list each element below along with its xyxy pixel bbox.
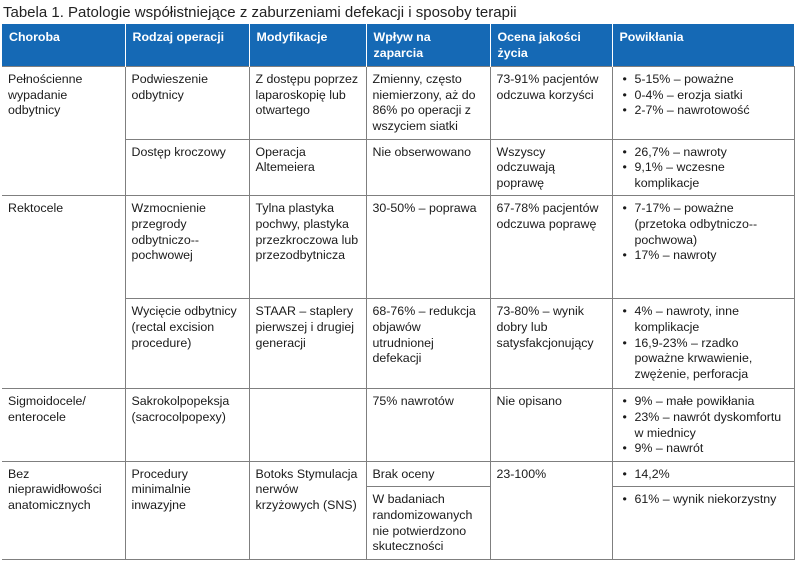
table-row — [2, 196, 794, 299]
cell-ocena: 73-91% pacjentów odczuwa korzyści — [490, 67, 612, 139]
list-item: • 7-17% – poważne (przetoka odbytniczo--pochwowa) — [619, 201, 788, 248]
cell-wplyw: 75% nawrotów — [366, 389, 490, 461]
list-item: • 9% – małe powikłania — [619, 394, 788, 410]
cell-choroba: Pełnościenne wypadanie odbytnicy — [2, 67, 125, 196]
list-item: • 4% – nawroty, inne komplikacje — [619, 304, 788, 335]
list-item: • 0-4% – erozja siatki — [619, 88, 788, 104]
complications-list — [619, 467, 788, 483]
cell-wplyw: W badaniach randomizowanych nie potwierdzono skuteczności — [366, 487, 490, 559]
complications-list — [619, 394, 788, 456]
header-ocena: Ocena jakości życia — [490, 24, 612, 67]
list-item: • 9% – nawrót — [619, 441, 788, 457]
complications-list — [619, 304, 788, 382]
cell-wplyw: Zmienny, często niemierzony, aż do 86% po operacji z wszyciem siatki — [366, 67, 490, 139]
list-item: • 17% – nawroty — [619, 248, 788, 264]
cell-ocena: Nie opisano — [490, 389, 612, 461]
complications-list — [619, 492, 788, 508]
cell-powiklania — [612, 461, 794, 487]
list-item: • 5-15% – poważne — [619, 72, 788, 88]
cell-operacja: Dostęp kroczowy — [125, 139, 249, 196]
cell-operacja: Sakrokolpopeksja (sacrocolpopexy) — [125, 389, 249, 461]
header-rodzaj-operacji: Rodzaj operacji — [125, 24, 249, 67]
cell-operacja: Wycięcie odbytnicy (rectal excision procedure) — [125, 299, 249, 389]
cell-choroba: Sigmoidocele/ enterocele — [2, 389, 125, 461]
cell-powiklania — [612, 487, 794, 559]
cell-wplyw: Brak oceny — [366, 461, 490, 487]
cell-wplyw: 68-76% – redukcja objawów utrudnionej defekacji — [366, 299, 490, 389]
cell-powiklania — [612, 389, 794, 461]
header-powiklania: Powikłania — [612, 24, 794, 67]
cell-modyfikacje — [249, 389, 366, 461]
cell-powiklania — [612, 196, 794, 299]
cell-modyfikacje: Tylna plastyka pochwy, plastyka przezkroczowa lub przezodbytnicza — [249, 196, 366, 299]
list-item: • 23% – nawrót dyskomfortu w miednicy — [619, 410, 788, 441]
table-header-row — [2, 24, 794, 67]
complications-list — [619, 72, 788, 119]
cell-ocena: 73-80% – wynik dobry lub satysfakcjonujący — [490, 299, 612, 389]
cell-operacja: Wzmocnienie przegrody odbytniczo--pochwowej — [125, 196, 249, 299]
cell-modyfikacje: Z dostępu poprzez laparoskopię lub otwartego — [249, 67, 366, 139]
cell-choroba: Bez nieprawidłowości anatomicznych — [2, 461, 125, 559]
cell-modyfikacje: Botoks Stymulacja nerwów krzyżowych (SNS) — [249, 461, 366, 559]
therapy-table — [2, 24, 795, 560]
table-row — [2, 461, 794, 487]
cell-modyfikacje: STAAR – staplery pierwszej i drugiej generacji — [249, 299, 366, 389]
cell-operacja: Procedury minimalnie inwazyjne — [125, 461, 249, 559]
list-item: • 16,9-23% – rzadko poważne krwawienie, zwężenie, perforacja — [619, 336, 788, 383]
list-item: • 14,2% — [619, 467, 788, 483]
list-item: • 26,7% – nawroty — [619, 145, 788, 161]
table-row — [2, 67, 794, 139]
cell-ocena: 67-78% pacjentów odczuwa poprawę — [490, 196, 612, 299]
cell-powiklania — [612, 139, 794, 196]
header-choroba: Choroba — [2, 24, 125, 67]
cell-ocena: Wszyscy odczuwają poprawę — [490, 139, 612, 196]
list-item: • 9,1% – wczesne komplikacje — [619, 160, 788, 191]
cell-choroba: Rektocele — [2, 196, 125, 389]
cell-ocena: 23-100% — [490, 461, 612, 559]
complications-list — [619, 201, 788, 263]
cell-wplyw: 30-50% – poprawa — [366, 196, 490, 299]
cell-wplyw: Nie obserwowano — [366, 139, 490, 196]
list-item: • 2-7% – nawrotowość — [619, 103, 788, 119]
table-row — [2, 389, 794, 461]
header-wplyw: Wpływ na zaparcia — [366, 24, 490, 67]
cell-modyfikacje: Operacja Altemeiera — [249, 139, 366, 196]
list-item: • 61% – wynik niekorzystny — [619, 492, 788, 508]
cell-powiklania — [612, 67, 794, 139]
cell-operacja: Podwieszenie odbytnicy — [125, 67, 249, 139]
header-modyfikacje: Modyfikacje — [249, 24, 366, 67]
cell-powiklania — [612, 299, 794, 389]
complications-list — [619, 145, 788, 192]
table-caption: Tabela 1. Patologie współistniejące z zaburzeniami defekacji i sposoby terapii — [3, 4, 517, 21]
